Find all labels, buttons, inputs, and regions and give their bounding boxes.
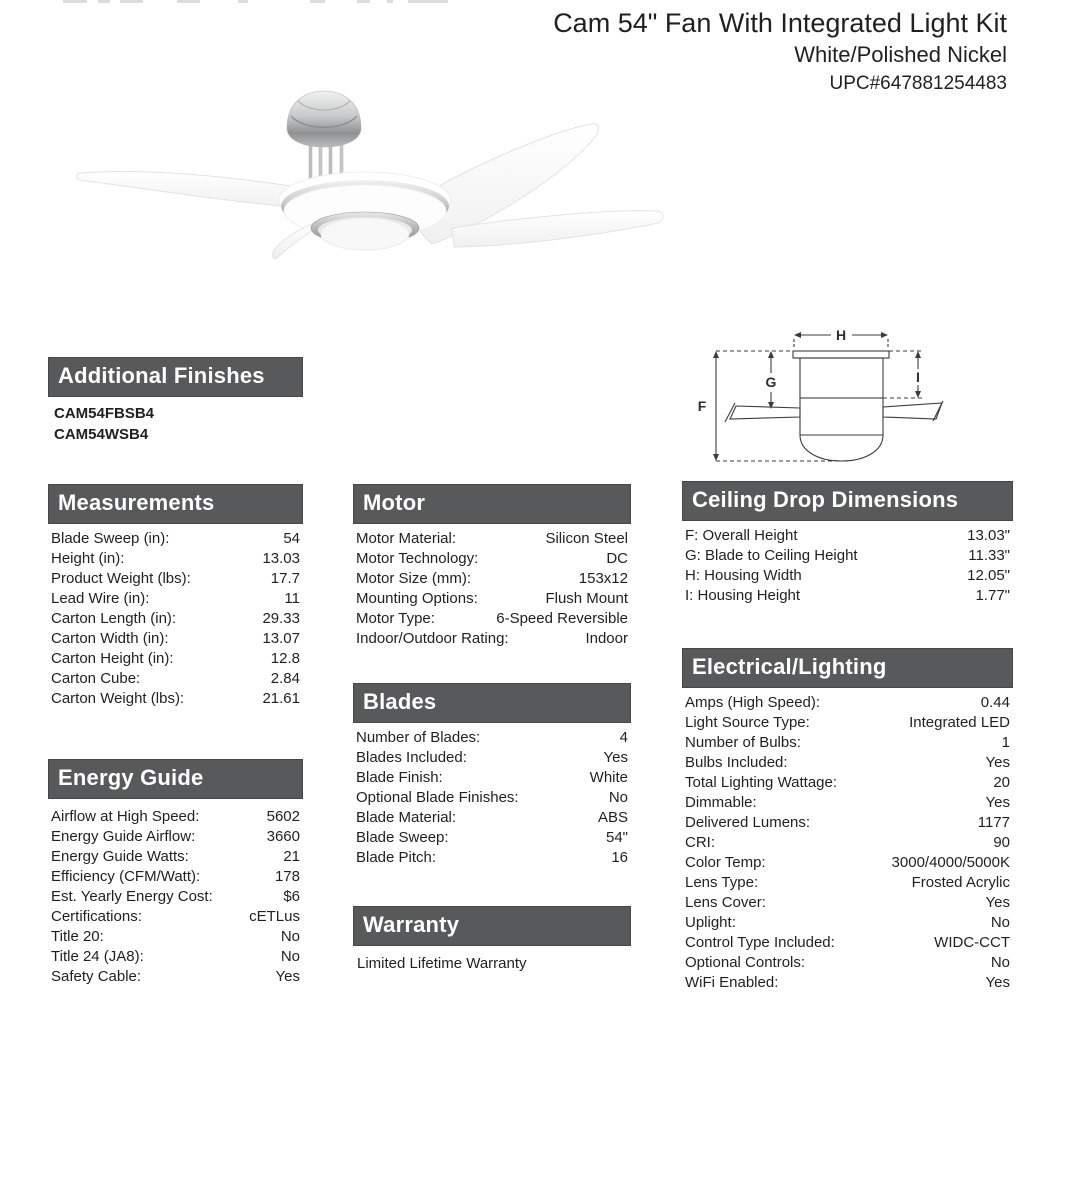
spec-row [682,893,1013,913]
spec-label: Uplight: [685,914,736,931]
spec-value: 21 [283,848,300,865]
spec-row [353,529,631,549]
spec-row [682,793,1013,813]
section-title-ceiling-drop-dimensions: Ceiling Drop Dimensions [682,481,1013,521]
spec-label: Carton Height (in): [51,650,174,667]
spec-label: Indoor/Outdoor Rating: [356,630,509,647]
spec-row [353,848,631,868]
spec-value: 11.33" [968,547,1010,564]
section-energy-guide [48,759,303,987]
electrical-lighting-rows [682,693,1013,993]
spec-row [48,689,303,709]
spec-row [682,753,1013,773]
spec-value: Indoor [585,630,628,647]
spec-value: Silicon Steel [545,530,628,547]
spec-row [353,549,631,569]
section-motor [353,484,631,649]
spec-row [48,887,303,907]
spec-row [54,403,303,424]
spec-label: Title 24 (JA8): [51,948,144,965]
fan-canopy [287,91,361,147]
spec-label: Blade Finish: [356,769,443,786]
fan-light-kit [311,212,419,250]
spec-label: Optional Blade Finishes: [356,789,519,806]
spec-row [682,586,1013,606]
spec-label: CAM54FBSB4 [54,405,155,422]
spec-label: WiFi Enabled: [685,974,779,991]
spec-label: Title 20: [51,928,104,945]
spec-value: Yes [275,968,300,985]
section-additional-finishes [48,357,303,445]
motor-rows [353,529,631,649]
spec-value: 3660 [266,828,300,845]
spec-row [48,549,303,569]
diagram-label-i: I [916,369,920,385]
spec-value: cETLus [249,908,300,925]
spec-label: Amps (High Speed): [685,694,821,711]
spec-row [48,629,303,649]
spec-row [48,927,303,947]
spec-value: Yes [603,749,628,766]
measurements-rows [48,529,303,709]
spec-label: Efficiency (CFM/Watt): [51,868,201,885]
spec-row [682,873,1013,893]
spec-row [682,853,1013,873]
spec-value: ABS [597,809,628,826]
spec-value: 3000/4000/5000K [891,854,1010,871]
spec-value: Frosted Acrylic [911,874,1010,891]
spec-value: Yes [985,894,1010,911]
spec-value: Flush Mount [545,590,628,607]
spec-row [682,526,1013,546]
spec-value: Yes [985,974,1010,991]
spec-value: 20 [993,774,1010,791]
page-title: Cam 54" Fan With Integrated Light Kit [553,8,1007,38]
spec-label: H: Housing Width [685,567,802,584]
spec-label: Blade Sweep: [356,829,449,846]
spec-label: Certifications: [51,908,142,925]
spec-label: Bulbs Included: [685,754,788,771]
spec-value: 54" [605,829,628,846]
spec-label: Blade Material: [356,809,457,826]
spec-label: Dimmable: [685,794,757,811]
spec-value: 54 [283,530,300,547]
spec-label: CAM54WSB4 [54,426,149,443]
ceiling-drop-diagram [690,320,1080,480]
section-title-blades: Blades [353,683,631,723]
spec-label: Carton Cube: [51,670,141,687]
section-title-warranty: Warranty [353,906,631,946]
page-upc: UPC#647881254483 [829,73,1007,94]
section-title-motor: Motor [353,484,631,524]
spec-value: 16 [611,849,628,866]
spec-row [48,907,303,927]
spec-row [682,693,1013,713]
spec-value: $6 [283,888,300,905]
section-measurements [48,484,303,709]
spec-row [682,813,1013,833]
spec-label: Number of Bulbs: [685,734,801,751]
spec-value: 29.33 [262,610,300,627]
spec-label: Safety Cable: [51,968,142,985]
spec-value: DC [606,550,628,567]
ceiling-drop-diagram-svg [690,320,1080,480]
spec-value: Yes [985,754,1010,771]
spec-row [682,713,1013,733]
spec-value: 21.61 [262,690,300,707]
spec-row [48,867,303,887]
spec-row [682,733,1013,753]
spec-value: 1 [1001,734,1010,751]
spec-value: 5602 [266,808,300,825]
spec-value: 13.03 [262,550,300,567]
spec-row [54,424,303,445]
energy-guide-rows [48,807,303,987]
spec-row [682,546,1013,566]
section-title-energy-guide: Energy Guide [48,759,303,799]
spec-label: Total Lighting Wattage: [685,774,838,791]
spec-label: Product Weight (lbs): [51,570,191,587]
spec-label: Color Temp: [685,854,766,871]
spec-value: 1.77" [975,587,1010,604]
spec-label: G: Blade to Ceiling Height [685,547,858,564]
product-image [60,60,700,320]
spec-row [48,847,303,867]
spec-row [48,649,303,669]
spec-row [682,913,1013,933]
additional-finishes-list [48,403,303,445]
spec-label: Lens Cover: [685,894,766,911]
spec-row [353,589,631,609]
spec-label: Blades Included: [356,749,467,766]
spec-row [48,947,303,967]
spec-label: Optional Controls: [685,954,806,971]
spec-row [48,669,303,689]
spec-row [353,828,631,848]
spec-value: 4 [619,729,628,746]
spec-row [353,768,631,788]
spec-value: 11 [284,590,300,607]
spec-value: No [990,954,1010,971]
spec-row [682,566,1013,586]
section-blades [353,683,631,868]
section-electrical-lighting [682,648,1013,993]
spec-label: Carton Length (in): [51,610,177,627]
spec-row [48,609,303,629]
spec-row [48,529,303,549]
spec-row [48,569,303,589]
spec-label: Motor Type: [356,610,435,627]
cropped-logo-strip [63,0,448,3]
spec-label: Height (in): [51,550,125,567]
spec-label: Blade Sweep (in): [51,530,170,547]
spec-label: Motor Technology: [356,550,479,567]
spec-row [353,629,631,649]
spec-value: No [608,789,628,806]
spec-row [353,808,631,828]
spec-label: Delivered Lumens: [685,814,811,831]
warranty-text: Limited Lifetime Warranty [357,955,527,972]
spec-row [682,933,1013,953]
spec-value: 13.03" [967,527,1010,544]
spec-label: CRI: [685,834,715,851]
spec-label: Est. Yearly Energy Cost: [51,888,213,905]
spec-label: Energy Guide Airflow: [51,828,196,845]
spec-value: 13.07 [262,630,300,647]
spec-row [682,773,1013,793]
spec-label: F: Overall Height [685,527,798,544]
spec-label: Control Type Included: [685,934,835,951]
spec-label: Light Source Type: [685,714,810,731]
spec-value: No [990,914,1010,931]
spec-value: 2.84 [270,670,300,687]
spec-value: Yes [985,794,1010,811]
spec-row [682,833,1013,853]
spec-row [353,609,631,629]
spec-value: No [280,948,300,965]
spec-value: 178 [274,868,300,885]
spec-row [353,569,631,589]
blades-rows [353,728,631,868]
spec-value: No [280,928,300,945]
spec-value: 90 [993,834,1010,851]
spec-value: 17.7 [270,570,300,587]
spec-row [682,953,1013,973]
spec-label: Motor Size (mm): [356,570,472,587]
spec-label: Carton Weight (lbs): [51,690,185,707]
spec-row [48,589,303,609]
spec-row [682,973,1013,993]
spec-label: Motor Material: [356,530,457,547]
spec-row [48,967,303,987]
spec-label: I: Housing Height [685,587,801,604]
spec-label: Airflow at High Speed: [51,808,200,825]
spec-label: Blade Pitch: [356,849,437,866]
spec-value: 6-Speed Reversible [496,610,628,627]
ceiling-drop-rows [682,526,1013,606]
section-title-measurements: Measurements [48,484,303,524]
diagram-label-f: F [697,398,707,414]
spec-label: Number of Blades: [356,729,481,746]
spec-value: 153x12 [578,570,628,587]
section-title-electrical-lighting: Electrical/Lighting [682,648,1013,688]
spec-label: Carton Width (in): [51,630,169,647]
fan-illustration [60,60,700,320]
diagram-label-h: H [835,327,847,343]
spec-value: 0.44 [980,694,1010,711]
spec-row [48,827,303,847]
diagram-label-g: G [765,374,777,390]
section-warranty [353,906,631,972]
spec-value: WIDC-CCT [934,934,1010,951]
page-finish: White/Polished Nickel [794,42,1007,67]
spec-value: 12.05" [967,567,1010,584]
section-title-additional-finishes: Additional Finishes [48,357,303,397]
spec-label: Lead Wire (in): [51,590,150,607]
spec-value: 1177 [977,814,1010,831]
spec-row [353,748,631,768]
spec-value: White [589,769,628,786]
spec-row [353,728,631,748]
spec-value: 12.8 [270,650,300,667]
spec-label: Mounting Options: [356,590,478,607]
spec-label: Energy Guide Watts: [51,848,189,865]
spec-label: Lens Type: [685,874,759,891]
spec-row [48,807,303,827]
spec-row [353,788,631,808]
spec-value: Integrated LED [909,714,1010,731]
section-ceiling-drop-dimensions [682,481,1013,606]
